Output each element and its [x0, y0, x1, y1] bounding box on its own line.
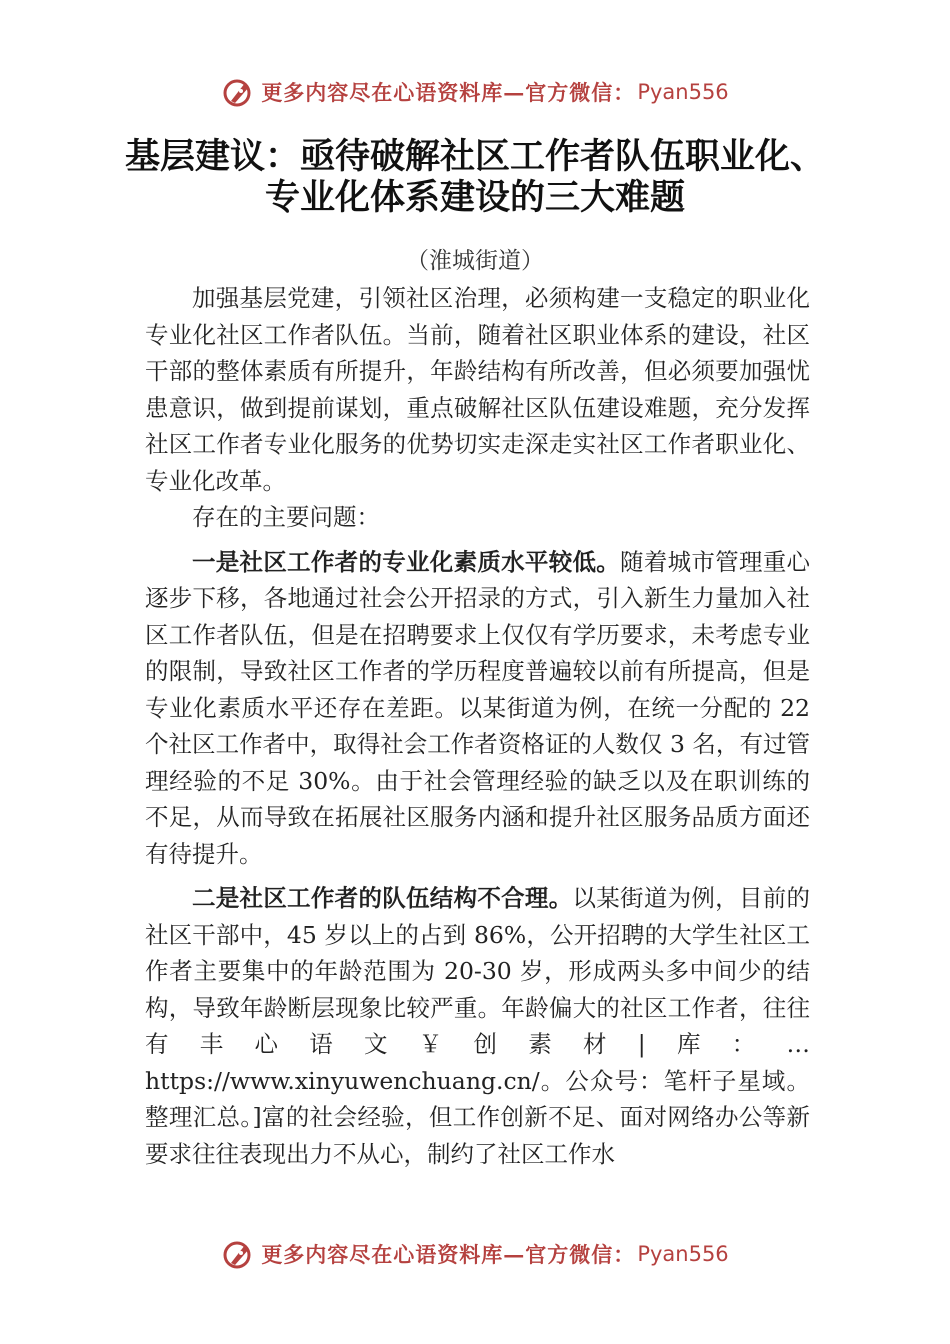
- problem-one-body: 随着城市管理重心逐步下移，各地通过社会公开招录的方式，引入新生力量加入社区工作者队伍，但是在招聘要求上仅仅有学历要求，未考虑专业的限制，导致社区工作者的学历程度普遍较以前有所提高，但是专业化素质水平还存在差距。以某街道为例，在统一分配的 22 个社区工作者中，取得社会工作者资格证的人数仅 3 名，有过管理经验的不足 30%。由于社会管理经验的缺乏以及在职训练的不足，从而导致在拓展社区服务内涵和提升社区服务品质方面还有待提升。: [145, 547, 811, 868]
- intro-paragraph: 加强基层党建，引领社区治理，必须构建一支稳定的职业化专业化社区工作者队伍。当前，随着社区职业体系的建设，社区干部的整体素质有所提升，年龄结构有所改善，但必须要加强忧患意识，做到提前谋划，重点破解社区队伍建设难题，充分发挥社区工作者专业化服务的优势切实走深走实社区工作者职业化、专业化改革。: [145, 284, 810, 495]
- pen-nib-logo-icon: [221, 75, 255, 109]
- problem-two-body: 以某街道为例，目前的社区干部中，45 岁以上的占到 86%，公开招聘的大学生社区工作者主要集中的年龄范围为 20-30 岁，形成两头多中间少的结构，导致年龄断层现象比较严重。年龄偏大的社区工作者，往往有丰心语文￥创素材|库：…https://www.xinyuwenchuang.cn/。公众号：笔杆子星域。整理汇总。]富的社会经验，但工作创新不足、面对网络办公等新要求往往表现出力不从心，制约了社区工作水: [145, 884, 811, 1168]
- problem-one-lead: 一是社区工作者的专业化素质水平较低。: [192, 547, 621, 576]
- header-banner: [0, 70, 950, 114]
- byline: （淮城街道）: [406, 248, 544, 274]
- banner-wechat-id: Pyan556: [637, 80, 729, 104]
- banner-wechat-id: Pyan556: [637, 1242, 729, 1266]
- document-body: [145, 280, 810, 1172]
- problems-heading: 存在的主要问题：: [192, 503, 380, 531]
- problem-one-paragraph: [145, 544, 810, 873]
- banner-text: 更多内容尽在心语资料库—官方微信：: [261, 1242, 636, 1267]
- document-title: 基层建议：亟待破解社区工作者队伍职业化、专业化体系建设的三大难题: [124, 136, 825, 218]
- problem-two-lead: 二是社区工作者的队伍结构不合理。: [192, 884, 573, 912]
- banner-text: 更多内容尽在心语资料库—官方微信：: [261, 80, 636, 105]
- footer-banner: [0, 1232, 950, 1276]
- pen-nib-logo-icon: [221, 1237, 255, 1271]
- problem-two-paragraph: [145, 880, 810, 1172]
